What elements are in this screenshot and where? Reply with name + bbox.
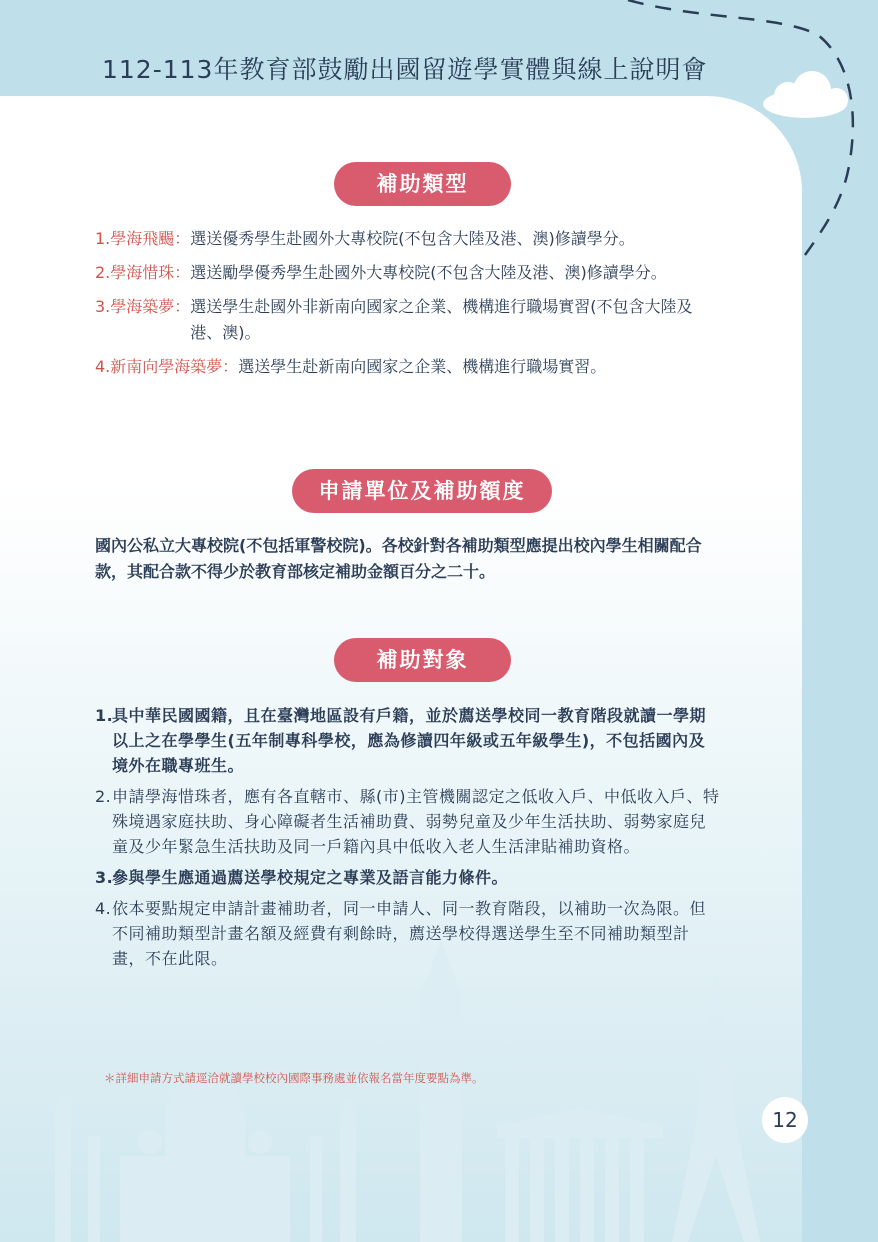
page-number: 12 xyxy=(762,1097,808,1143)
list-item: 1. 具中華民國國籍，且在臺灣地區設有戶籍，並於薦送學校同一教育階段就讀一學期以上之在學學生(五年制專科學校，應為修讀四年級或五年級學生)，不包括國內及境外在職專班生。 xyxy=(95,706,707,775)
list-item: 1.學海飛颺： 選送優秀學生赴國外大專校院(不包含大陸及港、澳)修讀學分。 xyxy=(95,229,635,248)
heading-applicant-units: 申請單位及補助額度 xyxy=(292,469,552,513)
list-item: 3.學海築夢： 選送學生赴國外非新南向國家之企業、機構進行職場實習(不包含大陸及港、澳)。 xyxy=(95,297,693,342)
list-item: 4.新南向學海築夢： 選送學生赴新南向國家之企業、機構進行職場實習。 xyxy=(95,357,607,376)
eligibility-list xyxy=(95,703,720,977)
list-item: 2.學海惜珠： 選送勵學優秀學生赴國外大專校院(不包含大陸及港、澳)修讀學分。 xyxy=(95,263,667,282)
list-item: 4. 依本要點規定申請計畫補助者，同一申請人、同一教育階段，以補助一次為限。但不同補助類型計畫名額及經費有剩餘時，薦送學校得選送學生至不同補助類型計畫，不在此限。 xyxy=(95,899,707,968)
footnote: ＊詳細申請方式請逕洽就讀學校校內國際事務處並依報名當年度要點為準。 xyxy=(104,1071,484,1085)
list-item: 3. 參與學生應通過薦送學校規定之專業及語言能力條件。 xyxy=(95,868,509,887)
applicant-units-paragraph: 國內公私立大專校院(不包括軍警校院)。各校針對各補助類型應提出校內學生相關配合款，其配合款不得少於教育部核定補助金額百分之二十。 xyxy=(95,536,702,581)
page-title: 112-113年教育部鼓勵出國留遊學實體與線上說明會 xyxy=(102,55,708,84)
heading-eligibility: 補助對象 xyxy=(334,638,511,682)
list-item: 2. 申請學海惜珠者，應有各直轄市、縣(市)主管機關認定之低收入戶、中低收入戶、特殊境遇家庭扶助、身心障礙者生活補助費、弱勢兒童及少年生活扶助、弱勢家庭兒童及少年緊急生活扶助及同一戶籍內具中低收入老人生活津貼補助資格。 xyxy=(95,787,720,856)
subsidy-types-list xyxy=(95,226,720,388)
heading-subsidy-types: 補助類型 xyxy=(334,162,511,206)
